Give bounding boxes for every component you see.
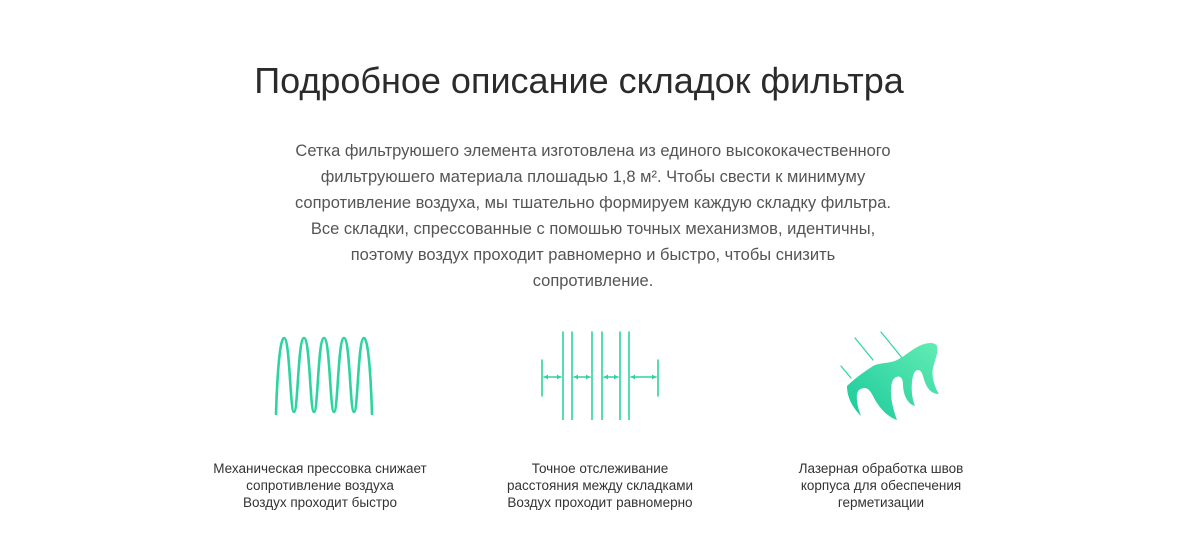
description-line: Сетка фильтруюшего элемента изготовлена из единого высококачественного [295,142,891,160]
caption-line: расстояния между складками [506,478,694,493]
section-description [240,138,946,294]
feature-caption [751,460,1011,511]
description-line: фильтруюшего материала плошадью 1,8 м². Чтобы свести к минимуму [320,168,866,186]
pleat-spacing-icon [530,320,670,420]
laser-seal-icon [811,320,951,430]
caption-line: Воздух проходит равномерно [507,495,693,510]
caption-line: сопротивление воздуха [246,478,394,493]
caption-line: Лазерная обработка швов [798,461,964,476]
description-line: сопротивление. [532,272,654,290]
feature-caption [470,460,730,511]
description-line: поэтому воздух проходит равномерно и быстро, чтобы снизить [350,246,836,264]
caption-line: корпуса для обеспечения [800,478,962,493]
feature-mechanical-pressing [190,320,450,510]
wave-pleats-icon [260,320,380,420]
caption-line: Точное отслеживание [531,461,669,476]
caption-line: Механическая прессовка снижает [213,461,427,476]
description-line: Все складки, спрессованные с помошью точных механизмов, идентичны, [310,220,876,238]
description-line: сопротивление воздуха, мы тшательно формируем каждую складку фильтра. [295,194,891,212]
section-title: Подробное описание складок фильтра [254,60,904,101]
feature-pleat-spacing [470,320,730,510]
caption-line: герметизации [837,495,925,510]
caption-line: Воздух проходит быстро [242,495,398,510]
feature-caption [190,460,450,511]
feature-laser-seal [751,320,1011,510]
